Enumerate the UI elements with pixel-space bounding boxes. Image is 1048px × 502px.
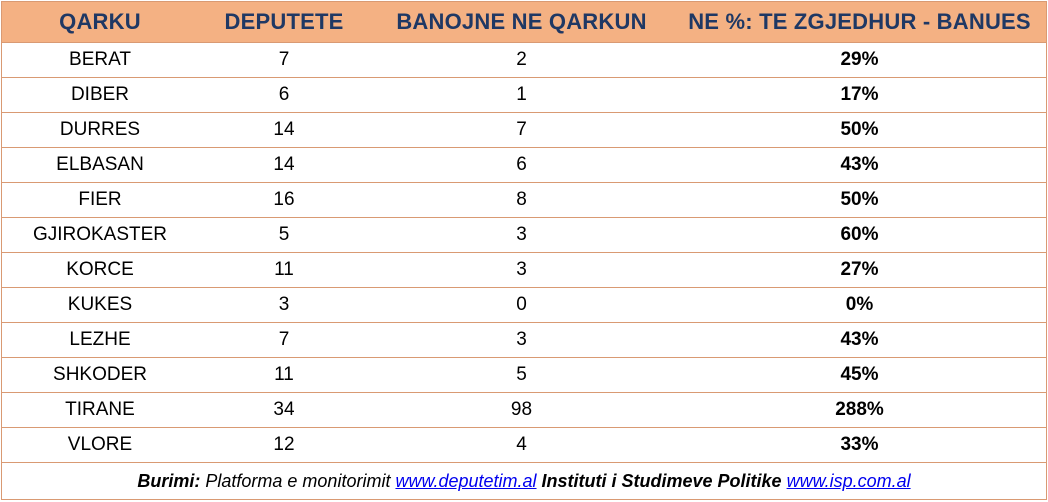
cell-qarku: DIBER (2, 78, 198, 113)
cell-qarku: SHKODER (2, 358, 198, 393)
cell-deputete: 34 (198, 393, 370, 428)
cell-deputete: 11 (198, 358, 370, 393)
cell-percent: 288% (673, 393, 1046, 428)
cell-qarku: KUKES (2, 288, 198, 323)
cell-qarku: LEZHE (2, 323, 198, 358)
cell-deputete: 5 (198, 218, 370, 253)
cell-qarku: GJIROKASTER (2, 218, 198, 253)
deputetim-link[interactable]: www.deputetim.al (395, 471, 537, 491)
header-percent: NE %: TE ZGJEDHUR - BANUES (673, 2, 1046, 43)
data-table-container (1, 1, 1047, 500)
table-row (2, 78, 1046, 113)
table-row (2, 428, 1046, 463)
table-row (2, 393, 1046, 428)
cell-deputete: 14 (198, 113, 370, 148)
cell-banojne: 3 (370, 253, 673, 288)
table-row (2, 288, 1046, 323)
cell-deputete: 14 (198, 148, 370, 183)
header-deputete: DEPUTETE (198, 2, 370, 43)
cell-deputete: 7 (198, 43, 370, 78)
table-row (2, 253, 1046, 288)
cell-qarku: KORCE (2, 253, 198, 288)
table-header (2, 2, 1046, 43)
source-text-1: Platforma e monitorimit (200, 471, 396, 491)
cell-qarku: TIRANE (2, 393, 198, 428)
cell-qarku: DURRES (2, 113, 198, 148)
cell-percent: 17% (673, 78, 1046, 113)
cell-percent: 50% (673, 113, 1046, 148)
cell-qarku: VLORE (2, 428, 198, 463)
qarku-table (2, 2, 1046, 463)
cell-deputete: 6 (198, 78, 370, 113)
table-row (2, 113, 1046, 148)
cell-banojne: 3 (370, 323, 673, 358)
cell-percent: 60% (673, 218, 1046, 253)
table-row (2, 148, 1046, 183)
source-text-2: Instituti i Studimeve Politike (536, 471, 787, 491)
table-row (2, 358, 1046, 393)
cell-banojne: 1 (370, 78, 673, 113)
table-row (2, 43, 1046, 78)
cell-percent: 29% (673, 43, 1046, 78)
cell-banojne: 2 (370, 43, 673, 78)
cell-percent: 33% (673, 428, 1046, 463)
cell-deputete: 12 (198, 428, 370, 463)
cell-percent: 50% (673, 183, 1046, 218)
cell-deputete: 11 (198, 253, 370, 288)
cell-banojne: 4 (370, 428, 673, 463)
header-row (2, 2, 1046, 43)
cell-qarku: ELBASAN (2, 148, 198, 183)
cell-deputete: 3 (198, 288, 370, 323)
cell-banojne: 98 (370, 393, 673, 428)
cell-qarku: FIER (2, 183, 198, 218)
cell-banojne: 6 (370, 148, 673, 183)
cell-percent: 45% (673, 358, 1046, 393)
cell-deputete: 16 (198, 183, 370, 218)
cell-percent: 43% (673, 323, 1046, 358)
isp-link[interactable]: www.isp.com.al (786, 471, 911, 491)
table-body (2, 43, 1046, 463)
cell-percent: 43% (673, 148, 1046, 183)
table-row (2, 218, 1046, 253)
table-row (2, 323, 1046, 358)
cell-banojne: 5 (370, 358, 673, 393)
cell-deputete: 7 (198, 323, 370, 358)
cell-qarku: BERAT (2, 43, 198, 78)
cell-percent: 27% (673, 253, 1046, 288)
source-label: Burimi: (137, 471, 201, 491)
cell-banojne: 0 (370, 288, 673, 323)
table-row (2, 183, 1046, 218)
source-footer (2, 463, 1046, 499)
cell-percent: 0% (673, 288, 1046, 323)
cell-banojne: 7 (370, 113, 673, 148)
header-banojne: BANOJNE NE QARKUN (370, 2, 673, 43)
cell-banojne: 3 (370, 218, 673, 253)
cell-banojne: 8 (370, 183, 673, 218)
header-qarku: QARKU (2, 2, 198, 43)
